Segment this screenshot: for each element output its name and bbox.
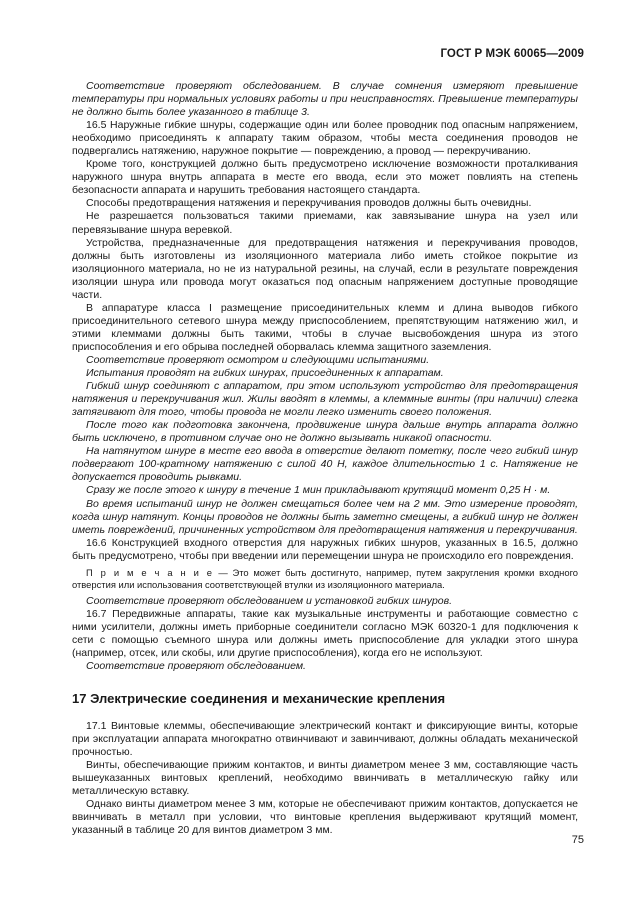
paragraph: Соответствие проверяют обследованием. В случае сомнения измеряют превышение температуры при нормальных условиях работы и при неисправностях. Превышение температуры не должно быть более указанного в таблице 3. xyxy=(72,80,578,119)
paragraph: Кроме того, конструкцией должно быть предусмотрено исключение возможности проталкивания наружного шнура внутрь аппарата в месте его ввода, если это может повлиять на степень безопасности аппарата и нарушить требования настоящего стандарта. xyxy=(72,158,578,197)
paragraph: 17.1 Винтовые клеммы, обеспечивающие электрический контакт и фиксирующие винты, которые при эксплуатации аппарата многократно отвинчивают и завинчивают, должны обладать механической прочностью. xyxy=(72,720,578,759)
note-text: — Это может быть достигнуто, например, путем закругления кромки входного отверстия или использования соответствующей втулки из изоляционного материала. xyxy=(72,566,578,590)
paragraph: Гибкий шнур соединяют с аппаратом, при этом используют устройство для предотвращения натяжения и перекручивания жил. Жилы вводят в клеммы, а клеммные винты (при наличии) слегка затягивают для того, чтобы провода не могли легко изменить своего положения. xyxy=(72,380,578,419)
paragraph: Испытания проводят на гибких шнурах, присоединенных к аппаратам. xyxy=(86,367,444,380)
paragraph: Однако винты диаметром менее 3 мм, которые не обеспечивают прижим контактов, допускается не ввинчивать в металл при условии, что винтовые крепления выдерживают крутящий момент, указанный в таблице 20 для винтов диаметром 3 мм. xyxy=(72,798,578,837)
paragraph: 16.6 Конструкцией входного отверстия для наружных гибких шнуров, указанных в 16.5, должно быть предусмотрено, чтобы при введении или перемещении шнура не происходило его повреждения. xyxy=(72,536,578,562)
paragraph: Соответствие проверяют осмотром и следующими испытаниями. xyxy=(86,353,430,366)
paragraph: Способы предотвращения натяжения и перекручивания проводов должны быть очевидны. xyxy=(86,197,532,210)
paragraph: После того как подготовка закончена, продвижение шнура дальше внутрь аппарата должно быть исключено, в противном случае оно не должно вызывать никакой опасности. xyxy=(72,419,578,445)
paragraph: Винты, обеспечивающие прижим контактов, и винты диаметром менее 3 мм, составляющие часть вышеуказанных винтовых креплений, необходимо ввинчивать в металлическую гайку или металлическую вставку. xyxy=(72,759,578,798)
paragraph: Сразу же после этого к шнуру в течение 1 мин прикладывают крутящий момент 0,25 Н · м. xyxy=(86,484,551,497)
paragraph: 16.5 Наружные гибкие шнуры, содержащие один или более проводник под опасным напряжением, необходимо присоединять к аппарату таким образом, чтобы места соединения проводов не подвергались натяжению, наружное покрытие — повреждению, а провод — перекручиванию. xyxy=(72,119,578,158)
paragraph: 16.7 Передвижные аппараты, такие как музыкальные инструменты и работающие совместно с ними усилители, должны иметь приборные соединители согласно МЭК 60320-1 для подключения к сети с помощью съемного шнура или должны иметь приспособление для укладки этого шнура (например, отсек, или скобы, или другие приспособления), когда его не используют. xyxy=(72,607,578,659)
section-heading: 17 Электрические соединения и механические крепления xyxy=(72,691,446,707)
paragraph: В аппаратуре класса I размещение присоединительных клемм и длина выводов гибкого присоединительного сетевого шнура между приспособлением, препятствующим натяжению жил, и этими клеммами должны быть такими, чтобы в случае высвобождения шнура из этого приспособления и его обрыва последней оборвалась клемма защитного заземления. xyxy=(72,301,578,353)
paragraph: Не разрешается пользоваться такими приемами, как завязывание шнура на узел или перевязывание шнура веревкой. xyxy=(72,210,578,236)
paragraph: Во время испытаний шнур не должен смещаться более чем на 2 мм. Это измерение проводят, когда шнур натянут. Концы проводов не должны быть заметно смещены, а гибкий шнур не должен иметь повреждений, причиненных устройством для предотвращения натяжения и перекручивания. xyxy=(72,497,578,536)
paragraph: На натянутом шнуре в месте его ввода в отверстие делают пометку, после чего гибкий шнур подвергают 100-кратному натяжению с силой 40 Н, каждое длительностью 1 с. Натяжение не допускается проводить рывками. xyxy=(72,445,578,484)
document-header: ГОСТ Р МЭК 60065—2009 xyxy=(440,48,584,60)
note-label: П р и м е ч а н и е xyxy=(86,566,214,578)
note xyxy=(72,567,578,591)
page-number: 75 xyxy=(571,834,584,846)
document-body xyxy=(72,80,578,837)
paragraph: Устройства, предназначенные для предотвращения натяжения и перекручивания проводов, должны быть изготовлены из изоляционного материала либо иметь стойкое покрытие из изоляционного материала, но не из натуральной резины, на случай, если в результате повреждения изоляции шнура или провода могут оказаться под опасным напряжением доступные проводящие части. xyxy=(72,236,578,301)
paragraph: Соответствие проверяют обследованием. xyxy=(86,659,306,672)
paragraph: Соответствие проверяют обследованием и установкой гибких шнуров. xyxy=(86,594,453,607)
